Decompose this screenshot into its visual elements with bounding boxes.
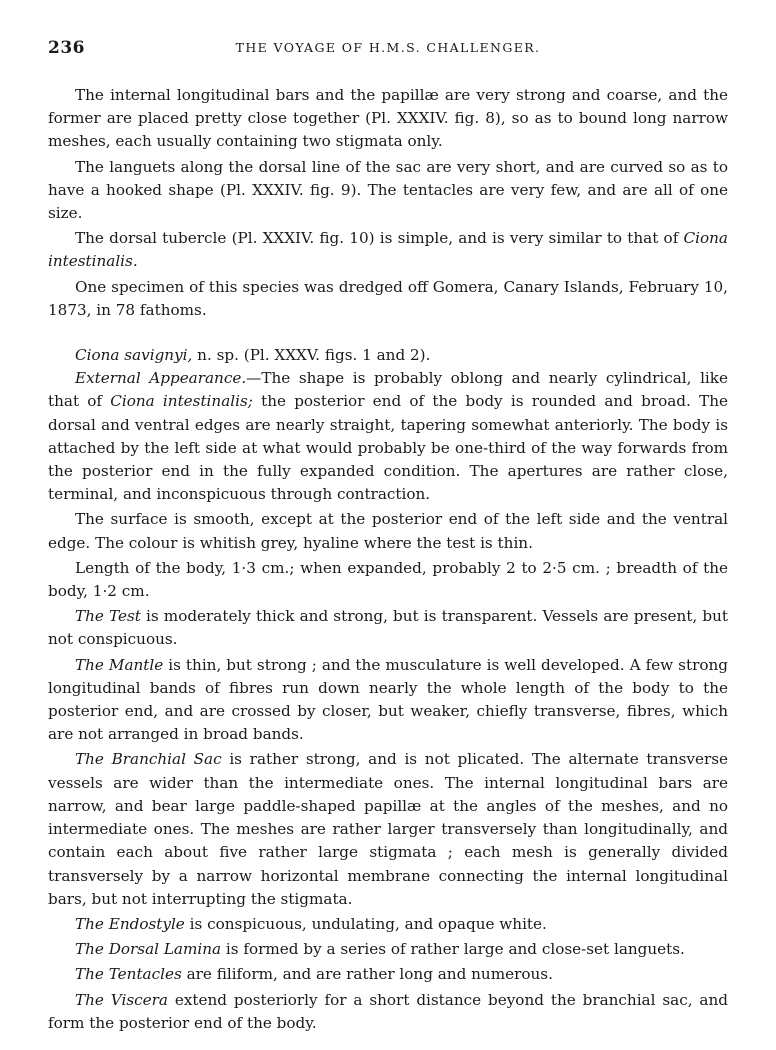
paragraph-text: is formed by a series of rather large and close-set languets. bbox=[221, 940, 685, 959]
paragraph-text: n. sp. (Pl. XXXV. figs. 1 and 2). bbox=[192, 346, 431, 365]
paragraph bbox=[48, 156, 728, 226]
section-title: The Mantle bbox=[75, 655, 164, 674]
paragraph-text: The languets along the dorsal line of the sac are very short, and are curved so as to have a hooked shape (Pl. XXXIV. fig. 9). The tentacles are very few, and are all of one size. bbox=[48, 157, 728, 223]
paragraph-text: One specimen of this species was dredged off Gomera, Canary Islands, February 10, 1873, in 78 fathoms. bbox=[48, 277, 728, 319]
section-title: The Test bbox=[75, 607, 141, 626]
paragraph bbox=[48, 938, 728, 961]
paragraph-text: are filiform, and are rather long and numerous. bbox=[181, 965, 553, 984]
paragraph bbox=[48, 989, 728, 1035]
paragraph bbox=[48, 367, 728, 506]
paragraph bbox=[48, 508, 728, 554]
paragraph-text: The surface is smooth, except at the posterior end of the left side and the ventral edge. The colour is whitish grey, hyaline where the test is thin. bbox=[48, 510, 728, 552]
section-title: External Appearance. bbox=[75, 369, 247, 388]
paragraph bbox=[48, 654, 728, 747]
section-title: The Viscera bbox=[75, 990, 168, 1009]
paragraph bbox=[48, 963, 728, 986]
species-heading bbox=[48, 344, 728, 367]
paragraph bbox=[48, 276, 728, 322]
section-title: The Branchial Sac bbox=[75, 750, 222, 769]
paragraph-text: The internal longitudinal bars and the papillæ are very strong and coarse, and the former are placed pretty close together (Pl. XXXIV. fig. 8), so as to bound long narrow meshes, each usually containing two stigmata only. bbox=[48, 86, 728, 151]
paragraph bbox=[48, 557, 728, 603]
species-name: Ciona intestinalis; bbox=[110, 392, 253, 411]
paragraph bbox=[48, 913, 728, 936]
paragraph bbox=[48, 227, 728, 273]
species-name: Ciona savignyi, bbox=[75, 346, 193, 365]
section-title: The Tentacles bbox=[75, 965, 182, 984]
paragraph-text: is rather strong, and is not plicated. The alternate transverse vessels are wider than the intermediate ones. The internal longitudinal bars are narrow, and bear large paddle-shaped papillæ at the angles of the meshes, and no intermediate ones. The meshes are rather larger transversely than longitudinally, and contain each about five rather large stigmata ; each mesh is generally divided transversely by a narrow horizontal membrane connecting the internal longitudinal bars, but not interrupting the stigmata. bbox=[48, 750, 729, 908]
species-name: Ciona intestinalis. bbox=[48, 229, 728, 271]
paragraph bbox=[48, 605, 728, 651]
body-text bbox=[48, 84, 728, 1035]
paragraph-text: —The shape is probably oblong and nearly cylindrical, like that of bbox=[48, 369, 728, 411]
page-header bbox=[48, 38, 728, 62]
paragraph-text: extend posteriorly for a short distance beyond the branchial sac, and form the posterior end of the body. bbox=[48, 990, 728, 1032]
paragraph bbox=[48, 748, 728, 910]
paragraph-text: The dorsal tubercle (Pl. XXXIV. fig. 10) is simple, and is very similar to that of bbox=[75, 229, 684, 248]
running-title: THE VOYAGE OF H.M.S. CHALLENGER. bbox=[235, 40, 541, 55]
paragraph-text: Length of the body, 1·3 cm.; when expanded, probably 2 to 2·5 cm. ; breadth of the body, 1·2 cm. bbox=[48, 558, 728, 601]
paragraph bbox=[48, 84, 728, 154]
paragraph-text: is conspicuous, undulating, and opaque white. bbox=[184, 914, 547, 933]
paragraph-text: is thin, but strong ; and the musculature is well developed. A few strong longitudinal bands of fibres run down nearly the whole length of the body to the posterior end, and are crossed by closer, but weaker, chiefly transverse, fibres, which are not arranged in broad bands. bbox=[48, 655, 728, 744]
paragraph-text: the posterior end of the body is rounded and broad. The dorsal and ventral edges are nearly straight, tapering somewhat anteriorly. The body is attached by the left side at what would probably be one-third of the way forwards from the posterior end in the fully expanded condition. The apertures are rather close, terminal, and inconspicuous through contraction. bbox=[48, 392, 728, 504]
section-title: The Dorsal Lamina bbox=[75, 940, 222, 959]
paragraph-text: is moderately thick and strong, but is transparent. Vessels are present, but not conspicuous. bbox=[48, 607, 728, 649]
page-number: 236 bbox=[48, 38, 85, 58]
section-title: The Endostyle bbox=[75, 914, 185, 933]
